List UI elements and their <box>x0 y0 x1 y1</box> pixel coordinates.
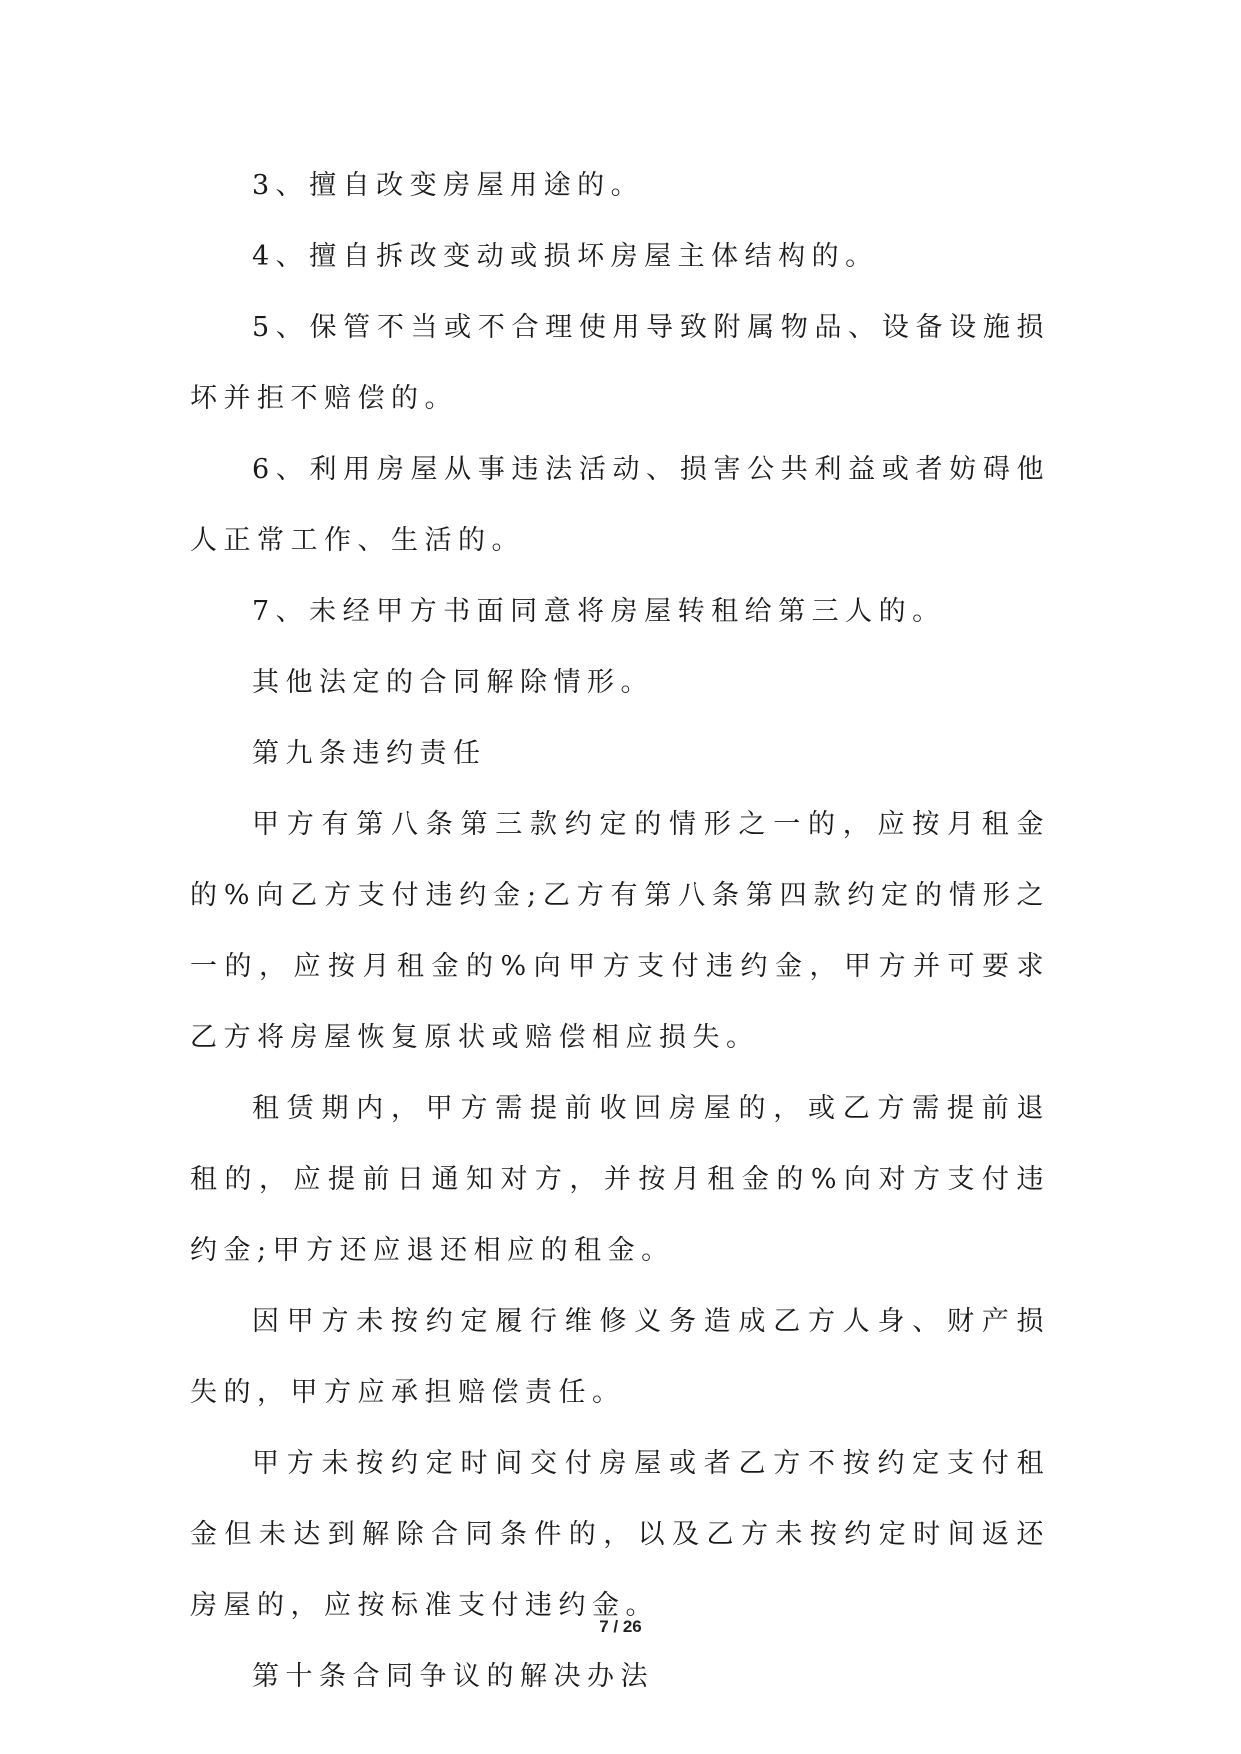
paragraph: 因甲方未按约定履行维修义务造成乙方人身、财产损失的，甲方应承担赔偿责任。 <box>190 1306 1050 1408</box>
document-body <box>190 150 1050 1712</box>
clause-item-5: 5、保管不当或不合理使用导致附属物品、设备设施损坏并拒不赔偿的。 <box>190 312 1050 414</box>
clause-other: 其他法定的合同解除情形。 <box>252 667 654 698</box>
section-heading-article-10: 第十条合同争议的解决办法 <box>252 1661 654 1692</box>
paragraph: 甲方未按约定时间交付房屋或者乙方不按约定支付租金但未达到解除合同条件的，以及乙方未按约定时间返还房屋的，应按标准支付违约金。 <box>190 1448 1050 1621</box>
paragraph: 甲方有第八条第三款约定的情形之一的，应按月租金的%向乙方支付违约金;乙方有第八条第四款约定的情形之一的，应按月租金的%向甲方支付违约金，甲方并可要求乙方将房屋恢复原状或赔偿相应损失。 <box>190 809 1050 1053</box>
page-number: 7 / 26 <box>599 1617 642 1636</box>
clause-item-4: 4、擅自拆改变动或损坏房屋主体结构的。 <box>252 241 879 272</box>
clause-item-7: 7、未经甲方书面同意将房屋转租给第三人的。 <box>252 596 946 627</box>
clause-item-3: 3、擅自改变房屋用途的。 <box>252 170 645 201</box>
paragraph: 租赁期内，甲方需提前收回房屋的，或乙方需提前退租的，应提前日通知对方，并按月租金的%向对方支付违约金;甲方还应退还相应的租金。 <box>190 1093 1050 1266</box>
clause-item-6: 6、利用房屋从事违法活动、损害公共利益或者妨碍他人正常工作、生活的。 <box>190 454 1050 556</box>
section-heading-article-9: 第九条违约责任 <box>252 738 487 769</box>
